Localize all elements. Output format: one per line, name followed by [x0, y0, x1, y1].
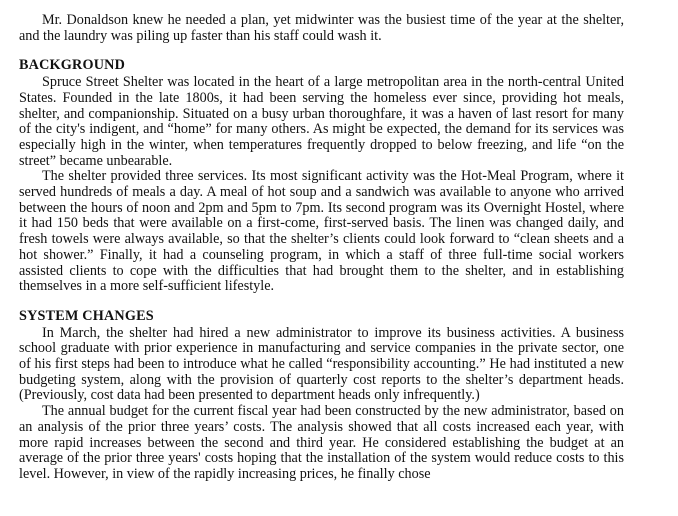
section-spacer	[19, 44, 624, 58]
background-paragraph-1: Spruce Street Shelter was located in the heart of a large metropolitan area in the north-central United States. Founded in the late 1800s, it had been serving the homeless ever since, providing hot meals, shelter, and companionship. Situated on a busy urban thoroughfare, it was a haven of last resort for many of the city's indigent, and “home” for many others. As might be expected, the demand for its services was especially high in the winter, when temperatures frequently dropped to below freezing, and life “on the street” became unbearable.	[19, 74, 624, 169]
section-heading-system-changes: SYSTEM CHANGES	[19, 307, 154, 324]
system-changes-paragraph-1: In March, the shelter had hired a new administrator to improve its business activities. A business school graduate with prior experience in manufacturing and service companies in the private sector, one of his first steps had been to introduce what he called “responsibility accounting.” He had instituted a new budgeting system, along with the provision of quarterly cost reports to the shelter’s department heads. (Previously, cost data had been presented to department heads only infrequently.)	[19, 324, 624, 404]
document-page	[19, 13, 624, 483]
intro-paragraph: Mr. Donaldson knew he needed a plan, yet midwinter was the busiest time of the year at the shelter, and the laundry was piling up faster than his staff could wash it.	[19, 12, 624, 44]
section-spacer	[19, 295, 624, 309]
background-paragraph-2: The shelter provided three services. Its most significant activity was the Hot-Meal Program, where it served hundreds of meals a day. A meal of hot soup and a sandwich was available to anyone who arrived between the hours of noon and 2pm and 5pm to 7pm. Its second program was its Overnight Hostel, where it had 150 beds that were available on a first-come, first-served basis. The linen was changed daily, and fresh towels were always available, so that the shelter’s clients could look forward to “clean sheets and a hot shower.” Finally, it had a counseling program, in which a staff of three full-time social workers assisted clients to cope with the difficulties that had brought them to the shelter, and in establishing themselves in a more self-sufficient lifestyle.	[19, 168, 624, 295]
section-heading-background: BACKGROUND	[19, 57, 126, 74]
system-changes-paragraph-2: The annual budget for the current fiscal year had been constructed by the new administrator, based on an analysis of the prior three years’ costs. The analysis showed that all costs increased each year, with more rapid increases between the second and third year. He considered establishing the budget at an average of the prior three years' costs hoping that the installation of the system would reduce costs to this level. However, in view of the rapidly increasing prices, he finally chose	[19, 403, 624, 482]
